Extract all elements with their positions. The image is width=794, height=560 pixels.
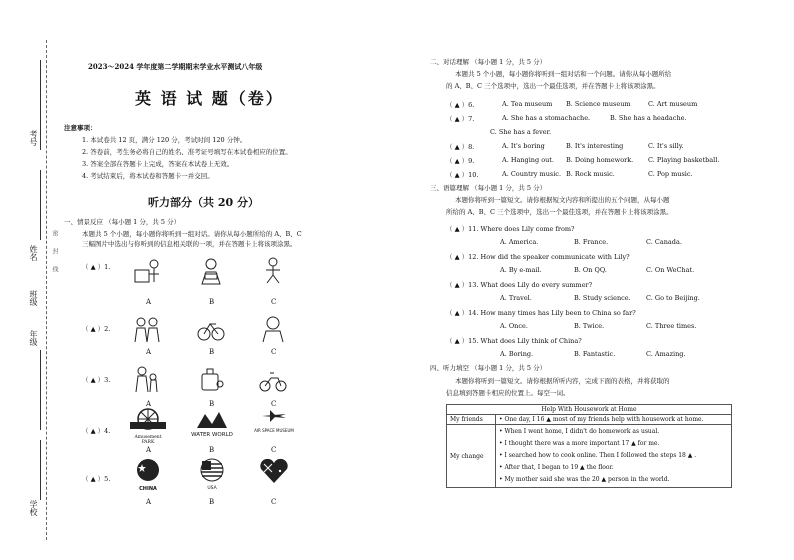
choice-c: C (271, 348, 277, 356)
suitcase-icon (196, 364, 226, 394)
q10-option-a: A. Country music. (502, 170, 562, 178)
row-friends-line-1: • One day, I 16 ▲ most of my friends help with housework at home. (496, 415, 732, 425)
logo-text: WATER WORLD (191, 432, 233, 438)
note-2: 2. 答卷前，考生务必将自己的姓名、准考证号填写在本试卷相应的位置。 (82, 148, 292, 156)
choice-c: C (271, 498, 277, 506)
q3-label: （ ▲ ）3. (82, 376, 111, 384)
logo-text: AIR SPACE MUSEUM (254, 428, 294, 433)
q9-option-b: B. Doing homework. (566, 156, 634, 164)
q8-option-c: C. It's silly. (648, 142, 684, 150)
choice-b: B (209, 400, 215, 408)
usa-flag-icon (194, 458, 230, 496)
amusement-park-logo (128, 408, 168, 445)
label-name: 姓名 (29, 245, 38, 261)
label-school: 学校 (29, 500, 38, 516)
choice-a: A (146, 446, 152, 454)
running-kid-icon (258, 256, 288, 286)
q10-option-c: C. Pop music. (648, 170, 693, 178)
part3-instr-2: 所给的 A、B、C 三个选项中，选出一个最佳选项，并在答题卡上将该项涂黑。 (446, 208, 673, 216)
q11-option-a: A. America. (500, 238, 539, 246)
listening-heading: 听力部分（共 20 分） (148, 196, 259, 209)
choice-b: B (209, 498, 215, 506)
choice-a: A (146, 348, 152, 356)
q10-label: （ ▲ ）10. (446, 171, 479, 179)
q9-option-a: A. Hanging out. (502, 156, 554, 164)
q14-option-b: B. Twice. (574, 322, 605, 330)
choice-b: B (209, 348, 215, 356)
q15-option-b: B. Fantastic. (574, 350, 616, 358)
fill-line (40, 440, 41, 500)
table-title: Help With Housework at Home (447, 405, 732, 415)
q13-label: （ ▲ ）13. What does Lily do every summer? (446, 281, 593, 289)
note-4: 4. 考试结束后，将本试卷和答题卡一并交回。 (82, 172, 214, 180)
exam-header: 2023～2024 学年度第二学期期末学业水平测试八年级 (88, 62, 263, 71)
flag-label: CHINA (139, 486, 157, 492)
q14-option-a: A. Once. (500, 322, 528, 330)
row-label-change: My change (447, 425, 496, 488)
change-line-2: • I thought there was a more important 17 ▲ for me. (499, 440, 660, 447)
choice-c: C (271, 400, 277, 408)
change-line-5: • My mother said she was the 20 ▲ person in the world. (499, 476, 670, 483)
part1-heading: 一、情景反应 （每小题 1 分，共 5 分） (64, 218, 181, 226)
q11-label: （ ▲ ）11. Where does Lily come from? (446, 225, 575, 233)
part4-heading: 四、听力填空 （每小题 1 分，共 5 分） (430, 364, 547, 372)
q15-option-a: A. Boring. (500, 350, 534, 358)
q15-label: （ ▲ ）15. What does Lily think of China? (446, 337, 582, 345)
choice-a: A (146, 498, 152, 506)
q11-option-b: B. France. (574, 238, 609, 246)
label-class: 班级 (29, 290, 38, 306)
row-change-lines (496, 425, 732, 488)
q15-option-c: C. Amazing. (646, 350, 686, 358)
choice-c: C (271, 446, 277, 454)
q9-option-c: C. Playing basketball. (648, 156, 720, 164)
choice-a: A (146, 298, 152, 306)
choice-b: B (209, 446, 215, 454)
reading-girl-icon (196, 256, 226, 286)
label-exam-number: 考号 (29, 130, 38, 146)
label-grade: 年级 (29, 330, 38, 346)
seal-line-text: 密 封 线 (51, 230, 58, 272)
change-line-4: • After that, I began to 19 ▲ the floor. (499, 464, 614, 471)
q13-option-a: A. Travel. (500, 294, 532, 302)
q7-option-c: C. She has a fever. (490, 128, 552, 136)
part2-instr-1: 本题共 5 个小题，每小题你将听到一组对话和一个问题。请你从每小题所给 (455, 70, 672, 78)
q8-label: （ ▲ ）8. (446, 143, 475, 151)
student-icon (258, 314, 288, 344)
exam-title: 英 语 试 题（卷） (135, 89, 284, 108)
q14-label: （ ▲ ）14. How many times has Lily been to China so far? (446, 309, 636, 317)
part2-instr-2: 的 A、B、C 三个选项中，选出一个最佳选项，并在答题卡上将该项涂黑。 (446, 82, 660, 90)
change-line-3: • I searched how to cook online. Then I followed the steps 18 ▲ . (499, 452, 697, 459)
choice-c: C (271, 298, 277, 306)
housework-table (446, 404, 732, 488)
part2-heading: 二、对话理解 （每小题 1 分，共 5 分） (430, 58, 547, 66)
part1-instr-2: 三幅图片中选出与你听到的信息相关联的一项，并在答题卡上将该项涂黑。 (82, 240, 297, 248)
motorbike-icon (258, 364, 288, 394)
change-line-1: • When I went home, I didn't do homework as usual. (499, 428, 660, 435)
part4-instr-2: 信息填到答题卡相应的位置上。每空一词。 (446, 389, 570, 397)
q7-label: （ ▲ ）7. (446, 115, 475, 123)
part3-heading: 三、语篇理解 （每小题 1 分，共 5 分） (430, 184, 547, 192)
cooking-icon (132, 256, 162, 286)
water-world-logo (186, 410, 238, 442)
q12-option-b: B. On QQ. (574, 266, 607, 274)
q9-label: （ ▲ ）9. (446, 157, 475, 165)
q8-option-a: A. It's boring (502, 142, 545, 150)
q5-label: （ ▲ ）5. (82, 475, 111, 483)
air-space-museum-logo (254, 408, 294, 442)
note-3: 3. 答案全部在答题卡上完成，答案在本试卷上无效。 (82, 160, 234, 168)
bicycle-icon (196, 314, 226, 344)
q6-label: （ ▲ ）6. (446, 101, 475, 109)
seal-dashed-line (46, 40, 47, 540)
q1-label: （ ▲ ）1. (82, 263, 111, 271)
fill-line (40, 170, 41, 240)
q12-label: （ ▲ ）12. How did the speaker communicate with Lily? (446, 253, 630, 261)
binding-strip (0, 0, 62, 560)
q13-option-c: C. Go to Beijing. (646, 294, 700, 302)
q6-option-a: A. Tea museum (502, 100, 553, 108)
part1-instr-1: 本题共 5 个小题，每小题你将听到一组对话。请你从每小题所给的 A、B、C (82, 230, 302, 238)
fill-line (40, 350, 41, 430)
australia-flag-heart-icon (256, 458, 292, 496)
q13-option-b: B. Study science. (574, 294, 631, 302)
q14-option-c: C. Three times. (646, 322, 697, 330)
family-icon (132, 314, 162, 344)
q4-label: （ ▲ ）4. (82, 427, 111, 435)
choice-a: A (146, 400, 152, 408)
notes-title: 注意事项： (64, 124, 97, 132)
logo-text: Amusement PARK (134, 435, 162, 445)
q6-option-c: C. Art museum (648, 100, 698, 108)
part4-instr-1: 本题你将听到一篇短文。请你根据所听内容，完成下面的表格，并将获取的 (455, 377, 670, 385)
q11-option-c: C. Canada. (646, 238, 682, 246)
q8-option-b: B. It's interesting (566, 142, 624, 150)
q12-option-c: C. On WeChat. (646, 266, 695, 274)
q12-option-a: A. By e-mail. (500, 266, 542, 274)
q7-option-a: A. She has a stomachache. (502, 114, 591, 122)
flag-label: USA (207, 486, 217, 491)
fill-line (40, 60, 41, 150)
q7-option-b: B. She has a headache. (610, 114, 687, 122)
part3-instr-1: 本题你将听到一篇短文。请你根据短文内容和所提出的五个问题，从每小题 (455, 196, 670, 204)
q10-option-b: B. Rock music. (566, 170, 615, 178)
china-flag-icon (130, 458, 166, 496)
q2-label: （ ▲ ）2. (82, 325, 111, 333)
choice-b: B (209, 298, 215, 306)
q6-option-b: B. Science museum (566, 100, 631, 108)
row-label-friends: My friends (447, 415, 496, 425)
mother-child-icon (132, 364, 162, 394)
note-1: 1. 本试卷共 12 页，满分 120 分，考试时间 120 分钟。 (82, 136, 247, 144)
